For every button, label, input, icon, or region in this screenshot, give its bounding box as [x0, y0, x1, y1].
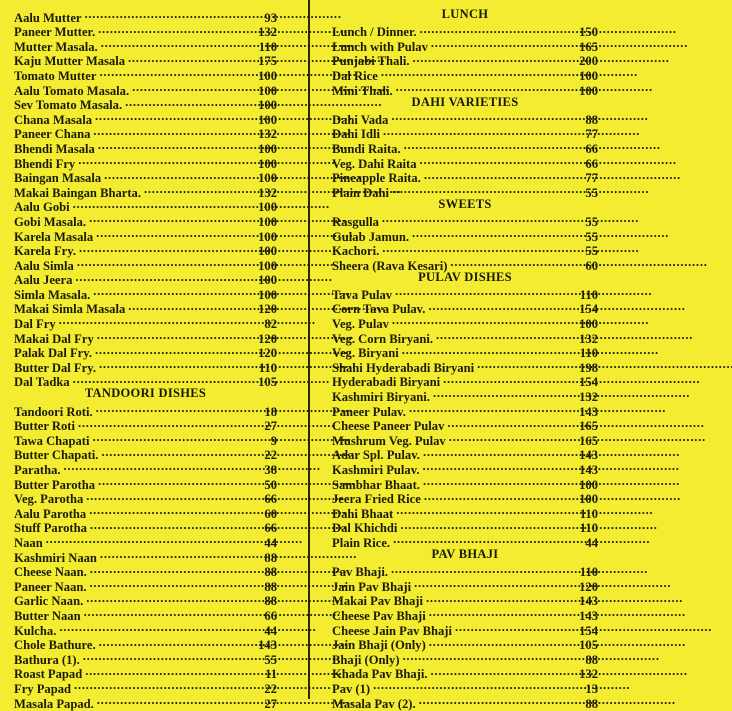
- dot-leader: [426, 591, 576, 606]
- menu-section: [332, 270, 598, 547]
- menu-item-price: 60: [262, 507, 277, 522]
- menu-item-price: 27: [262, 697, 277, 711]
- menu-item-price: 66: [262, 609, 277, 624]
- dot-leader: [97, 328, 255, 343]
- menu-item-name: Jeera Fried Rice: [332, 492, 423, 507]
- menu-item-price: 105: [577, 638, 598, 653]
- dot-leader: [98, 22, 255, 37]
- dot-leader: [428, 299, 576, 314]
- dot-leader: [73, 372, 255, 387]
- menu-item-row: [332, 109, 598, 124]
- menu-item-price: 100: [256, 244, 277, 259]
- menu-item-price: 110: [578, 346, 598, 361]
- menu-item-price: 143: [577, 463, 598, 478]
- menu-section: [14, 7, 277, 386]
- dot-leader: [391, 109, 582, 124]
- menu-item-price: 22: [262, 682, 277, 697]
- menu-item-price: 165: [577, 419, 598, 434]
- menu-item-name: Paratha.: [14, 463, 63, 478]
- dot-leader: [73, 197, 255, 212]
- menu-item-price: 150: [577, 25, 598, 40]
- menu-item-price: 66: [262, 521, 277, 536]
- menu-item-row: [332, 211, 598, 226]
- dot-leader: [99, 635, 255, 650]
- menu-item-price: 143: [577, 594, 598, 609]
- menu-item-name: Makai Baingan Bharta.: [14, 186, 143, 201]
- menu-item-price: 110: [257, 40, 277, 55]
- menu-item-name: Butter Parotha: [14, 478, 97, 493]
- menu-item-price: 100: [256, 157, 277, 172]
- menu-item-name: Gobi Masala.: [14, 215, 88, 230]
- menu-item-name: Sambhar Bhaat.: [332, 478, 422, 493]
- menu-item-row: [332, 284, 598, 299]
- menu-item-price: 55: [262, 653, 277, 668]
- menu-item-name: Sev Tomato Masala.: [14, 98, 124, 113]
- menu-item-price: 100: [256, 230, 277, 245]
- menu-item-price: 154: [577, 375, 598, 390]
- menu-item-name: Chole Bathure.: [14, 638, 98, 653]
- dot-leader: [455, 620, 576, 635]
- menu-item-price: 100: [256, 171, 277, 186]
- dot-leader: [99, 65, 255, 80]
- menu-item-name: Butter Roti: [14, 419, 77, 434]
- menu-item-price: 44: [262, 536, 277, 551]
- menu-column-left: [0, 0, 308, 699]
- menu-item-name: Jain Bhaji (Only): [332, 638, 428, 653]
- menu-item-row: [332, 22, 598, 37]
- menu-item-name: Khada Pav Bhaji.: [332, 667, 430, 682]
- menu-item-price: 143: [577, 609, 598, 624]
- dot-leader: [101, 445, 261, 460]
- dot-leader: [95, 109, 255, 124]
- menu-item-price: 9: [269, 434, 277, 449]
- menu-item-name: Aalu Gobi: [14, 200, 72, 215]
- menu-item-name: Veg. Biryani: [332, 346, 401, 361]
- menu-item-name: Paneer Mutter.: [14, 25, 97, 40]
- menu-item-price: 100: [256, 142, 277, 157]
- menu-item-price: 110: [257, 361, 277, 376]
- menu-item-name: Paneer Naan.: [14, 580, 89, 595]
- menu-item-price: 110: [578, 521, 598, 536]
- dot-leader: [89, 211, 255, 226]
- menu-item-name: Tava Pulav: [332, 288, 394, 303]
- menu-item-name: Kachori.: [332, 244, 381, 259]
- menu-item-name: Gulab Jamun.: [332, 230, 411, 245]
- dot-leader: [132, 80, 255, 95]
- menu-item-name: Cheese Paneer Pulav: [332, 419, 446, 434]
- dot-leader: [104, 168, 255, 183]
- section-header: PAV BHAJI: [332, 547, 598, 562]
- menu-item-price: 22: [262, 448, 277, 463]
- menu-item-name: Hyderabadi Biryani: [332, 375, 442, 390]
- menu-item-name: Lunch / Dinner.: [332, 25, 419, 40]
- menu-item-name: Butter Dal Fry.: [14, 361, 98, 376]
- menu-item-price: 132: [577, 390, 598, 405]
- menu-item-name: Tomato Mutter: [14, 69, 98, 84]
- menu-item-name: Kashmiri Naan: [14, 551, 99, 566]
- menu-item-name: Pav Bhaji.: [332, 565, 390, 580]
- dot-leader: [420, 22, 577, 37]
- menu-item-name: Aalu Mutter: [14, 11, 84, 26]
- dot-leader: [447, 416, 576, 431]
- menu-item-name: Dahi Vada: [332, 113, 390, 128]
- menu-item-name: Fry Papad: [14, 682, 73, 697]
- menu-item-name: Tawa Chapati: [14, 434, 91, 449]
- menu-item-name: Kashmiri Pulav.: [332, 463, 421, 478]
- menu-item-price: 110: [578, 507, 598, 522]
- menu-item-name: Sheera (Rava Kesari): [332, 259, 449, 274]
- menu-item-name: Aalu Parotha: [14, 507, 88, 522]
- dot-leader: [144, 182, 255, 197]
- dot-leader: [98, 474, 261, 489]
- menu-item-price: 82: [262, 317, 277, 332]
- menu-item-name: Veg. Parotha: [14, 492, 85, 507]
- menu-item-price: 60: [583, 259, 598, 274]
- menu-item-price: 100: [577, 478, 598, 493]
- dot-leader: [436, 328, 576, 343]
- dot-leader: [59, 313, 262, 328]
- menu-item-name: Bathura (1).: [14, 653, 82, 668]
- menu-item-name: Pav (1): [332, 682, 372, 697]
- dot-leader: [402, 343, 577, 358]
- menu-item-price: 100: [256, 215, 277, 230]
- section-header: SWEETS: [332, 197, 598, 212]
- menu-item-price: 175: [256, 54, 277, 69]
- menu-item-name: Palak Dal Fry.: [14, 346, 94, 361]
- section-header: TANDOORI DISHES: [14, 386, 277, 401]
- menu-item-price: 100: [577, 317, 598, 332]
- dot-leader: [429, 635, 576, 650]
- dot-leader: [424, 168, 583, 183]
- section-header: PULAV DISHES: [332, 270, 598, 285]
- menu-item-price: 100: [256, 84, 277, 99]
- menu-item-price: 100: [256, 113, 277, 128]
- menu-item-price: 93: [262, 11, 277, 26]
- dot-leader: [382, 211, 583, 226]
- menu-item-price: 44: [262, 624, 277, 639]
- dot-leader: [396, 503, 577, 518]
- dot-leader: [85, 664, 262, 679]
- dot-leader: [83, 649, 262, 664]
- dot-leader: [422, 459, 576, 474]
- menu-section: [332, 197, 598, 270]
- menu-item-name: Jain Pav Bhaji: [332, 580, 413, 595]
- dot-leader: [431, 36, 576, 51]
- dot-leader: [403, 649, 583, 664]
- menu-item-name: Mushrum Veg. Pulav: [332, 434, 448, 449]
- menu-item-name: Cheese Pav Bhaji: [332, 609, 428, 624]
- dot-leader: [101, 36, 256, 51]
- dot-leader: [78, 416, 261, 431]
- dot-leader: [90, 576, 262, 591]
- dot-leader: [423, 445, 576, 460]
- menu-item-row: [14, 401, 277, 416]
- menu-item-price: 18: [262, 405, 277, 420]
- dot-leader: [393, 532, 582, 547]
- menu-item-price: 13: [583, 682, 598, 697]
- menu-item-price: 100: [577, 69, 598, 84]
- menu-item-price: 11: [263, 667, 277, 682]
- menu-item-name: Makai Pav Bhaji: [332, 594, 425, 609]
- dot-leader: [381, 65, 576, 80]
- dot-leader: [96, 401, 262, 416]
- menu-item-price: 66: [262, 492, 277, 507]
- menu-item-name: Kashmiri Biryani.: [332, 390, 432, 405]
- menu-item-price: 132: [256, 25, 277, 40]
- menu-item-name: Karela Masala: [14, 230, 95, 245]
- menu-item-price: 100: [577, 492, 598, 507]
- dot-leader: [429, 605, 576, 620]
- dot-leader: [59, 620, 261, 635]
- dot-leader: [100, 547, 261, 562]
- menu-item-name: Dal Khichdi: [332, 521, 399, 536]
- dot-leader: [373, 678, 582, 693]
- menu-item-name: Makai Simla Masala: [14, 302, 127, 317]
- menu-item-name: Chana Masala: [14, 113, 94, 128]
- menu-item-price: 77: [583, 127, 598, 142]
- menu-item-name: Veg. Dahi Raita: [332, 157, 419, 172]
- dot-leader: [84, 605, 262, 620]
- dot-leader: [409, 401, 576, 416]
- menu-item-name: Plain Dahi: [332, 186, 391, 201]
- menu-item-price: 77: [583, 171, 598, 186]
- menu-item-name: Cheese Naan.: [14, 565, 89, 580]
- menu-item-price: 100: [256, 200, 277, 215]
- dot-leader: [423, 474, 576, 489]
- menu-item-price: 88: [583, 653, 598, 668]
- menu-item-name: Bhendi Masala: [14, 142, 97, 157]
- dot-leader: [96, 226, 255, 241]
- menu-item-name: Bhaji (Only): [332, 653, 402, 668]
- dot-leader: [392, 182, 582, 197]
- menu-item-price: 100: [256, 259, 277, 274]
- dot-leader: [395, 284, 577, 299]
- dot-leader: [99, 357, 256, 372]
- dot-leader: [74, 678, 261, 693]
- menu-item-name: Mutter Masala.: [14, 40, 100, 55]
- menu-item-name: Dal Fry: [14, 317, 58, 332]
- menu-item-name: Masala Pav (2).: [332, 697, 418, 711]
- menu-item-price: 88: [262, 594, 277, 609]
- dot-leader: [414, 576, 576, 591]
- dot-leader: [78, 153, 255, 168]
- menu-item-price: 88: [262, 580, 277, 595]
- menu-item-name: Aalu Tomato Masala.: [14, 84, 131, 99]
- dot-leader: [128, 51, 255, 66]
- dot-leader: [90, 562, 262, 577]
- menu-item-price: 27: [262, 419, 277, 434]
- menu-item-price: 55: [583, 244, 598, 259]
- menu-item-price: 55: [583, 186, 598, 201]
- menu-item-name: Stuff Parotha: [14, 521, 89, 536]
- dot-leader: [420, 153, 583, 168]
- menu-section: [332, 7, 598, 95]
- menu-item-price: 132: [577, 667, 598, 682]
- menu-item-price: 200: [577, 54, 598, 69]
- dot-leader: [95, 343, 255, 358]
- menu-item-name: Tandoori Roti.: [14, 405, 95, 420]
- dot-leader: [412, 226, 582, 241]
- menu-item-name: Bhendi Fry: [14, 157, 77, 172]
- menu-item-name: Veg. Pulav: [332, 317, 391, 332]
- dot-leader: [98, 138, 255, 153]
- menu-item-name: Shahi Hyderabadi Biryani: [332, 361, 476, 376]
- menu-item-price: 143: [577, 448, 598, 463]
- menu-item-price: 100: [256, 288, 277, 303]
- menu-item-name: Adar Spl. Pulav.: [332, 448, 422, 463]
- menu-item-price: 88: [262, 565, 277, 580]
- menu-section: [332, 95, 598, 197]
- menu-item-price: 88: [583, 113, 598, 128]
- dot-leader: [64, 459, 262, 474]
- menu-item-name: Makai Dal Fry: [14, 332, 96, 347]
- menu-item-price: 165: [577, 434, 598, 449]
- menu-item-price: 38: [262, 463, 277, 478]
- menu-item-row: [14, 7, 277, 22]
- dot-leader: [89, 503, 261, 518]
- menu-item-price: 110: [578, 288, 598, 303]
- menu-item-price: 120: [256, 332, 277, 347]
- dot-leader: [431, 664, 577, 679]
- menu-item-price: 100: [256, 69, 277, 84]
- menu-item-price: 100: [256, 273, 277, 288]
- menu-item-name: Kulcha.: [14, 624, 58, 639]
- dot-leader: [450, 255, 582, 270]
- dot-leader: [433, 386, 576, 401]
- menu-item-name: Aalu Simla: [14, 259, 76, 274]
- dot-leader: [128, 299, 255, 314]
- menu-item-price: 154: [577, 302, 598, 317]
- menu-section: [332, 547, 598, 708]
- menu-item-price: 132: [577, 332, 598, 347]
- dot-leader: [97, 693, 262, 708]
- menu-item-price: 66: [583, 157, 598, 172]
- menu-item-name: Simla Masala.: [14, 288, 92, 303]
- menu-item-price: 55: [583, 230, 598, 245]
- dot-leader: [46, 532, 262, 547]
- dot-leader: [77, 255, 255, 270]
- menu-item-price: 165: [577, 40, 598, 55]
- menu-item-price: 100: [256, 98, 277, 113]
- menu-item-price: 88: [583, 697, 598, 711]
- menu-item-row: [332, 562, 598, 577]
- menu-item-name: Lunch with Pulav: [332, 40, 430, 55]
- dot-leader: [93, 124, 255, 139]
- menu-item-price: 143: [577, 405, 598, 420]
- menu-item-name: Cheese Jain Pav Bhaji: [332, 624, 454, 639]
- dot-leader: [79, 241, 255, 256]
- menu-item-name: Punjabi Thali.: [332, 54, 411, 69]
- menu-item-row: [14, 547, 277, 562]
- dot-leader: [391, 562, 577, 577]
- menu-item-name: Roast Papad: [14, 667, 84, 682]
- menu-item-price: 143: [256, 638, 277, 653]
- menu-item-price: 44: [583, 536, 598, 551]
- menu-item-name: Dahi Idli: [332, 127, 382, 142]
- menu-item-name: Naan: [14, 536, 45, 551]
- menu-item-name: Kaju Mutter Masala: [14, 54, 127, 69]
- menu-item-name: Mini Thali.: [332, 84, 395, 99]
- dot-leader: [383, 124, 582, 139]
- menu-item-name: Plain Rice.: [332, 536, 392, 551]
- menu-item-price: 66: [583, 142, 598, 157]
- menu-item-name: Butter Chapati.: [14, 448, 100, 463]
- dot-leader: [396, 80, 576, 95]
- dot-leader: [412, 51, 576, 66]
- menu-item-name: Aalu Jeera: [14, 273, 74, 288]
- section-header: DAHI VARIETIES: [332, 95, 598, 110]
- dot-leader: [404, 138, 583, 153]
- dot-leader: [86, 489, 261, 504]
- dot-leader: [90, 518, 262, 533]
- menu-item-name: Dal Tadka: [14, 375, 72, 390]
- dot-leader: [93, 284, 255, 299]
- menu-item-name: Corn Tava Pulav.: [332, 302, 427, 317]
- menu-item-name: Rasgulla: [332, 215, 381, 230]
- menu-item-price: 88: [262, 551, 277, 566]
- menu-item-row: [14, 532, 277, 547]
- menu-item-name: Karela Fry.: [14, 244, 78, 259]
- menu-item-price: 154: [577, 624, 598, 639]
- menu-item-name: Butter Naan: [14, 609, 83, 624]
- menu-item-name: Veg. Corn Biryani.: [332, 332, 435, 347]
- menu-item-name: Dal Rice: [332, 69, 380, 84]
- section-header: LUNCH: [332, 7, 598, 22]
- menu-item-price: 100: [577, 84, 598, 99]
- dot-leader: [92, 430, 267, 445]
- menu-item-name: Dahi Bhaat: [332, 507, 395, 522]
- dot-leader: [477, 357, 576, 372]
- menu-item-price: 120: [256, 346, 277, 361]
- menu-column-right: [310, 0, 609, 699]
- dot-leader: [419, 693, 583, 708]
- menu-item-price: 50: [262, 478, 277, 493]
- dot-leader: [125, 95, 255, 110]
- dot-leader: [85, 7, 262, 22]
- dot-leader: [443, 372, 576, 387]
- dot-leader: [392, 313, 576, 328]
- menu-item-price: 105: [256, 375, 277, 390]
- menu-item-name: Paneer Chana: [14, 127, 92, 142]
- dot-leader: [86, 591, 261, 606]
- menu-item-price: 55: [583, 215, 598, 230]
- dot-leader: [424, 489, 576, 504]
- menu-item-name: Pineapple Raita.: [332, 171, 423, 186]
- menu-item-name: Bundi Raita.: [332, 142, 403, 157]
- menu-item-price: 132: [256, 127, 277, 142]
- menu-item-name: Garlic Naan.: [14, 594, 85, 609]
- menu-item-price: 110: [578, 565, 598, 580]
- menu-item-price: 132: [256, 186, 277, 201]
- menu-section: [14, 386, 277, 707]
- menu-item-price: 120: [577, 580, 598, 595]
- dot-leader: [382, 241, 582, 256]
- menu-item-name: Paneer Pulav.: [332, 405, 408, 420]
- dot-leader: [400, 518, 576, 533]
- menu-item-name: Baingan Masala: [14, 171, 103, 186]
- menu-item-price: 120: [256, 302, 277, 317]
- dot-leader: [75, 270, 255, 285]
- menu-item-name: Masala Papad.: [14, 697, 96, 711]
- menu-item-price: 198: [577, 361, 598, 376]
- dot-leader: [449, 430, 576, 445]
